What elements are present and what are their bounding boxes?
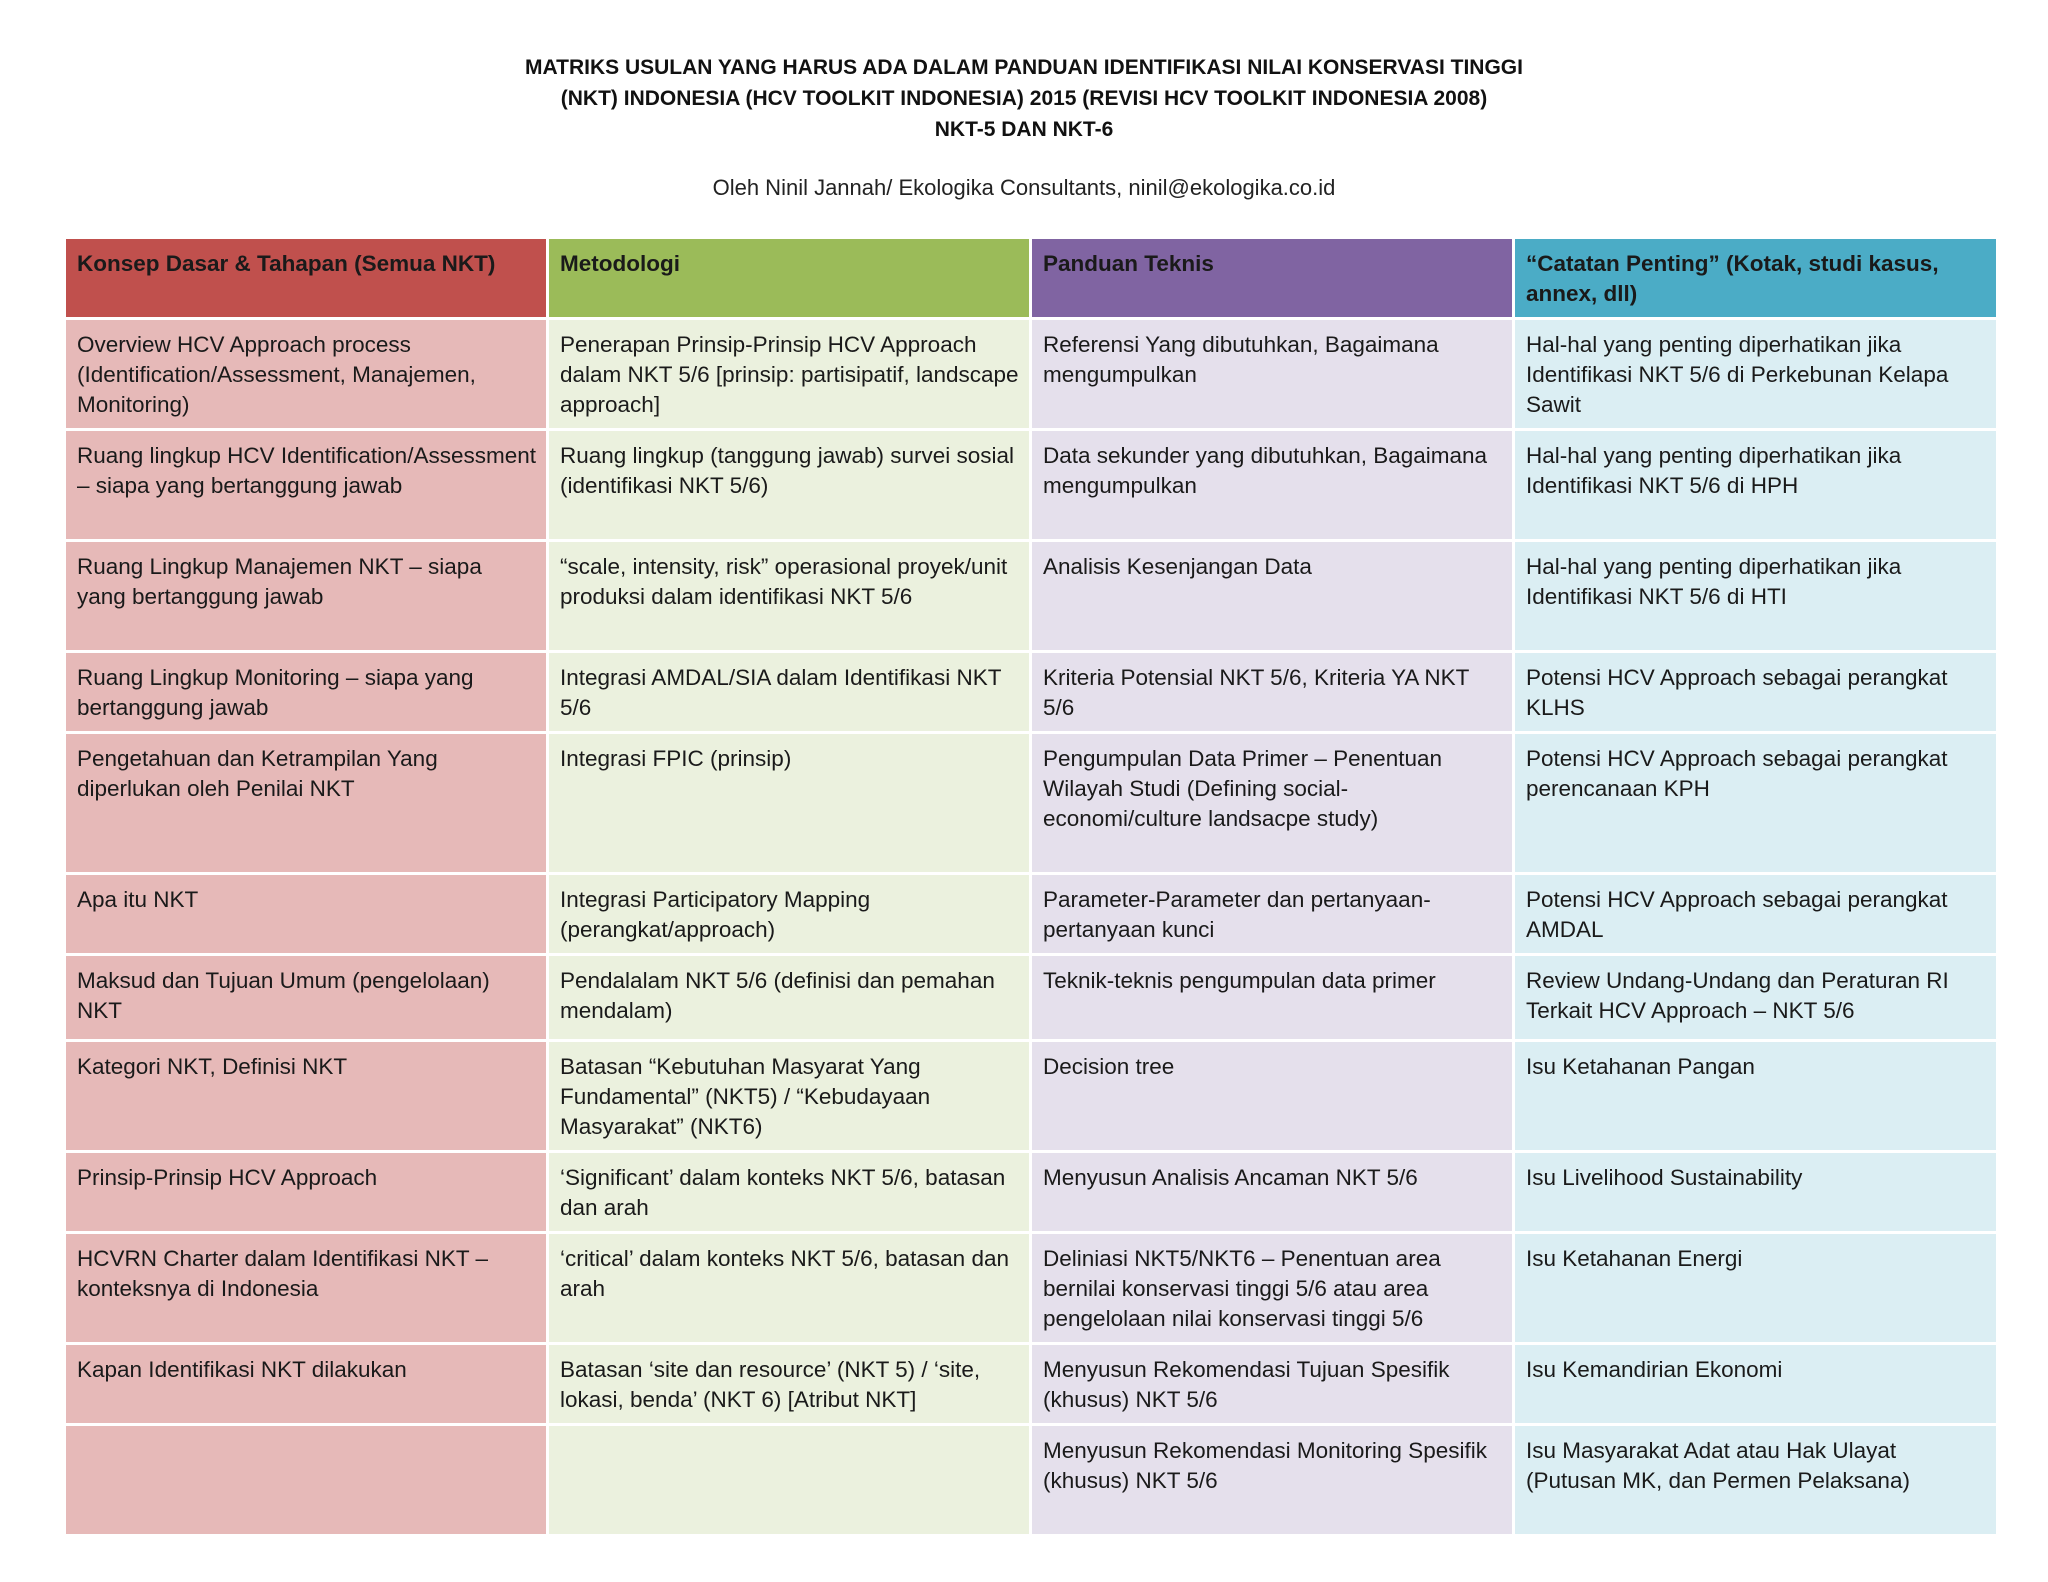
- table-cell: Analisis Kesenjangan Data: [1032, 542, 1512, 650]
- table-cell: [66, 1426, 546, 1534]
- table-cell: Parameter-Parameter dan pertanyaan-pertanyaan kunci: [1032, 875, 1512, 953]
- table-row: [66, 320, 1996, 428]
- table-row: [66, 1345, 1996, 1423]
- table-cell: Potensi HCV Approach sebagai perangkat AMDAL: [1515, 875, 1996, 953]
- table-cell: Batasan ‘site dan resource’ (NKT 5) / ‘site, lokasi, benda’ (NKT 6) [Atribut NKT]: [549, 1345, 1029, 1423]
- header-metodologi: Metodologi: [549, 239, 1029, 317]
- table-cell: Ruang Lingkup Monitoring – siapa yang bertanggung jawab: [66, 653, 546, 731]
- table-cell: Pendalalam NKT 5/6 (definisi dan pemahan mendalam): [549, 956, 1029, 1039]
- table-cell: Menyusun Rekomendasi Monitoring Spesifik (khusus) NKT 5/6: [1032, 1426, 1512, 1534]
- table-row: [66, 1426, 1996, 1534]
- table-cell: Kapan Identifikasi NKT dilakukan: [66, 1345, 546, 1423]
- author-line: Oleh Ninil Jannah/ Ekologika Consultants, ninil@ekologika.co.id: [712, 175, 1336, 200]
- table-cell: Pengumpulan Data Primer – Penentuan Wilayah Studi (Defining social-economi/culture landsacpe study): [1032, 734, 1512, 872]
- matrix-table: [63, 236, 1999, 1537]
- table-cell: Integrasi AMDAL/SIA dalam Identifikasi NKT 5/6: [549, 653, 1029, 731]
- table-cell: Hal-hal yang penting diperhatikan jika Identifikasi NKT 5/6 di HPH: [1515, 431, 1996, 539]
- table-cell: Ruang Lingkup Manajemen NKT – siapa yang bertanggung jawab: [66, 542, 546, 650]
- table-cell: Decision tree: [1032, 1042, 1512, 1150]
- title-line-3: NKT-5 DAN NKT-6: [934, 118, 1114, 141]
- table-cell: Teknik-teknis pengumpulan data primer: [1032, 956, 1512, 1039]
- table-cell: Ruang lingkup HCV Identification/Assessment – siapa yang bertanggung jawab: [66, 431, 546, 539]
- table-cell: Menyusun Analisis Ancaman NKT 5/6: [1032, 1153, 1512, 1231]
- table-row: [66, 734, 1996, 872]
- table-cell: Menyusun Rekomendasi Tujuan Spesifik (khusus) NKT 5/6: [1032, 1345, 1512, 1423]
- table-row: [66, 1042, 1996, 1150]
- table-cell: Integrasi FPIC (prinsip): [549, 734, 1029, 872]
- table-cell: Isu Ketahanan Energi: [1515, 1234, 1996, 1342]
- title-line-1: MATRIKS USULAN YANG HARUS ADA DALAM PANDUAN IDENTIFIKASI NILAI KONSERVASI TINGGI: [525, 56, 1523, 79]
- table-row: [66, 431, 1996, 539]
- header-konsep-dasar: Konsep Dasar & Tahapan (Semua NKT): [66, 239, 546, 317]
- table-cell: Kriteria Potensial NKT 5/6, Kriteria YA NKT 5/6: [1032, 653, 1512, 731]
- header-catatan-penting: “Catatan Penting” (Kotak, studi kasus, annex, dll): [1515, 239, 1996, 317]
- table-row: [66, 1153, 1996, 1231]
- table-row: [66, 653, 1996, 731]
- table-cell: Isu Livelihood Sustainability: [1515, 1153, 1996, 1231]
- table-cell: Data sekunder yang dibutuhkan, Bagaimana mengumpulkan: [1032, 431, 1512, 539]
- table-cell: HCVRN Charter dalam Identifikasi NKT – konteksnya di Indonesia: [66, 1234, 546, 1342]
- table-cell: Pengetahuan dan Ketrampilan Yang diperlukan oleh Penilai NKT: [66, 734, 546, 872]
- table-cell: ‘critical’ dalam konteks NKT 5/6, batasan dan arah: [549, 1234, 1029, 1342]
- table-cell: Referensi Yang dibutuhkan, Bagaimana mengumpulkan: [1032, 320, 1512, 428]
- table-cell: Maksud dan Tujuan Umum (pengelolaan) NKT: [66, 956, 546, 1039]
- table-cell: [549, 1426, 1029, 1534]
- table-cell: “scale, intensity, risk” operasional proyek/unit produksi dalam identifikasi NKT 5/6: [549, 542, 1029, 650]
- table-row: [66, 956, 1996, 1039]
- table-cell: Prinsip-Prinsip HCV Approach: [66, 1153, 546, 1231]
- table-cell: Kategori NKT, Definisi NKT: [66, 1042, 546, 1150]
- table-row: [66, 1234, 1996, 1342]
- table-cell: Potensi HCV Approach sebagai perangkat perencanaan KPH: [1515, 734, 1996, 872]
- table-cell: Ruang lingkup (tanggung jawab) survei sosial (identifikasi NKT 5/6): [549, 431, 1029, 539]
- table-cell: Penerapan Prinsip-Prinsip HCV Approach dalam NKT 5/6 [prinsip: partisipatif, landscape approach]: [549, 320, 1029, 428]
- table-row: [66, 542, 1996, 650]
- table-cell: Apa itu NKT: [66, 875, 546, 953]
- table-cell: Integrasi Participatory Mapping (perangkat/approach): [549, 875, 1029, 953]
- table-cell: Isu Ketahanan Pangan: [1515, 1042, 1996, 1150]
- title-line-2: (NKT) INDONESIA (HCV TOOLKIT INDONESIA) 2015 (REVISI HCV TOOLKIT INDONESIA 2008): [560, 87, 1488, 110]
- table-cell: Overview HCV Approach process (Identification/Assessment, Manajemen, Monitoring): [66, 320, 546, 428]
- table-cell: Potensi HCV Approach sebagai perangkat KLHS: [1515, 653, 1996, 731]
- table-cell: Hal-hal yang penting diperhatikan jika Identifikasi NKT 5/6 di Perkebunan Kelapa Sawit: [1515, 320, 1996, 428]
- table-cell: ‘Significant’ dalam konteks NKT 5/6, batasan dan arah: [549, 1153, 1029, 1231]
- table-header-row: [66, 239, 1996, 317]
- table-cell: Deliniasi NKT5/NKT6 – Penentuan area bernilai konservasi tinggi 5/6 atau area pengelolaan nilai konservasi tinggi 5/6: [1032, 1234, 1512, 1342]
- document-title: [0, 52, 2048, 145]
- table-cell: Isu Kemandirian Ekonomi: [1515, 1345, 1996, 1423]
- table-cell: Hal-hal yang penting diperhatikan jika Identifikasi NKT 5/6 di HTI: [1515, 542, 1996, 650]
- table-cell: Batasan “Kebutuhan Masyarat Yang Fundamental” (NKT5) / “Kebudayaan Masyarakat” (NKT6): [549, 1042, 1029, 1150]
- table-cell: Isu Masyarakat Adat atau Hak Ulayat (Putusan MK, dan Permen Pelaksana): [1515, 1426, 1996, 1534]
- header-panduan-teknis: Panduan Teknis: [1032, 239, 1512, 317]
- table-row: [66, 875, 1996, 953]
- table-cell: Review Undang-Undang dan Peraturan RI Terkait HCV Approach – NKT 5/6: [1515, 956, 1996, 1039]
